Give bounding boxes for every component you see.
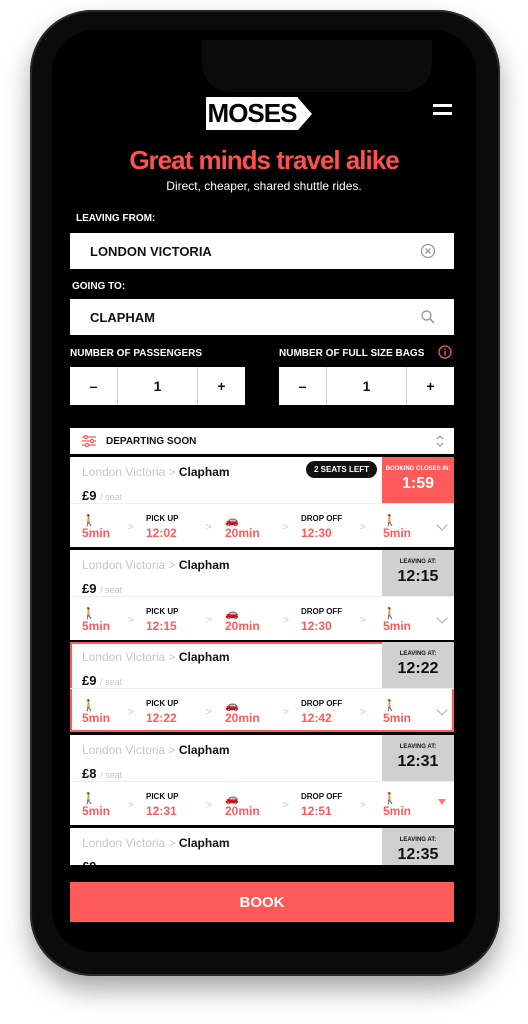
dropoff-label: DROP OFF [301, 514, 343, 523]
drive-leg [225, 607, 260, 633]
walk-leg-start [82, 514, 110, 540]
walk-leg-end [383, 607, 411, 633]
seats-left-badge: 2 SEATS LEFT [306, 461, 377, 478]
ride-route [82, 465, 230, 479]
walk-leg-end [383, 792, 411, 818]
walk-duration: 5min [383, 526, 412, 540]
bags-plus-button[interactable]: + [426, 378, 435, 394]
dropoff-time: 12:51 [301, 804, 332, 818]
walk-duration: 5min [383, 711, 412, 725]
notch [202, 40, 432, 92]
ride-time-box [382, 735, 454, 781]
pickup-leg [146, 514, 178, 540]
bags-count: 1 [327, 367, 407, 405]
chevron-right-icon: > [128, 522, 134, 533]
ride-price-value: £9 [82, 673, 97, 688]
ride-time-label: LEAVING AT: [399, 837, 437, 843]
pickup-time: 12:02 [146, 526, 177, 540]
chevron-right-icon: > [128, 800, 134, 811]
pickup-label: PICK UP [146, 607, 179, 616]
pickup-label: PICK UP [146, 514, 179, 523]
chevron-right-icon: > [360, 522, 366, 533]
ride-card[interactable] [70, 457, 454, 547]
walking-icon: 🚶 [82, 515, 96, 527]
filter-sliders-icon [82, 435, 96, 447]
walk-duration: 5min [383, 804, 412, 818]
walking-icon: 🚶 [383, 515, 397, 527]
chevron-right-icon: > [283, 707, 289, 718]
drive-duration: 20min [225, 619, 260, 633]
walk-duration: 5min [82, 804, 111, 818]
ride-from: London Victoria > [82, 650, 176, 664]
book-button[interactable]: BOOK [70, 882, 454, 922]
car-icon: 🚗 [225, 515, 239, 527]
dropoff-leg [301, 699, 342, 725]
chevron-right-icon: > [283, 615, 289, 626]
walk-leg-end [383, 699, 411, 725]
pickup-time: 12:22 [146, 711, 177, 725]
ride-time-label: LEAVING AT: [399, 651, 437, 657]
moses-logo[interactable] [206, 97, 321, 130]
bags-stepper[interactable] [279, 367, 454, 405]
ride-legs [70, 782, 454, 825]
ride-time-label: LEAVING AT: [399, 744, 437, 750]
chevron-right-icon: > [206, 615, 212, 626]
walk-duration: 5min [82, 526, 111, 540]
ride-route [82, 558, 230, 572]
car-icon: 🚗 [225, 700, 239, 712]
sort-dropdown[interactable] [70, 428, 454, 454]
passengers-stepper[interactable] [70, 367, 245, 405]
walking-icon: 🚶 [383, 608, 397, 620]
logo-text: MOSES [207, 98, 297, 128]
car-icon: 🚗 [225, 608, 239, 620]
chevron-right-icon: > [206, 800, 212, 811]
sort-label: DEPARTING SOON [106, 435, 197, 447]
hamburger-menu-icon[interactable] [433, 104, 452, 118]
pickup-label: PICK UP [146, 792, 179, 801]
drive-duration: 20min [225, 711, 260, 725]
dropoff-label: DROP OFF [301, 792, 343, 801]
leaving-from-field[interactable] [70, 233, 454, 269]
bags-minus-button[interactable]: – [279, 367, 327, 405]
car-icon: 🚗 [225, 793, 239, 805]
dropoff-label: DROP OFF [301, 607, 343, 616]
ride-price-value: £9 [82, 488, 97, 503]
ride-to: Clapham [178, 743, 230, 757]
chevron-right-icon: > [360, 707, 366, 718]
ride-time-value: 12:15 [397, 568, 439, 585]
chevron-right-icon: > [283, 800, 289, 811]
ride-time-value: 12:31 [397, 753, 439, 770]
ride-legs [70, 504, 454, 547]
walk-duration: 5min [82, 711, 111, 725]
ride-price-value: £8 [82, 766, 97, 781]
pickup-leg [146, 699, 178, 725]
ride-from: London Victoria > [82, 465, 176, 479]
updown-chevron-icon [436, 434, 444, 448]
ride-to: Clapham [178, 650, 230, 664]
pickup-leg [146, 792, 178, 818]
chevron-right-icon: > [128, 615, 134, 626]
drive-duration: 20min [225, 526, 260, 540]
dropoff-leg [301, 792, 342, 818]
ride-route [82, 650, 230, 664]
passengers-minus-button[interactable]: – [70, 367, 118, 405]
expand-chevron-icon[interactable] [438, 799, 446, 805]
ride-time-label: BOOKING CLOSES IN: [385, 466, 451, 472]
passengers-label: NUMBER OF PASSENGERS [70, 348, 203, 359]
ride-price-unit: / seat [100, 585, 123, 595]
leaving-from-label: LEAVING FROM: [76, 213, 156, 224]
ride-price [82, 581, 122, 596]
ride-time-box [382, 457, 454, 503]
ride-time-box [382, 642, 454, 688]
logo-arrow-icon [298, 98, 312, 130]
ride-card[interactable] [70, 550, 454, 640]
ride-route [82, 743, 230, 757]
ride-price [82, 488, 122, 503]
subtitle: Direct, cheaper, shared shuttle rides. [166, 179, 362, 193]
chevron-right-icon: > [283, 522, 289, 533]
walk-leg-start [82, 607, 110, 633]
chevron-right-icon: > [360, 615, 366, 626]
walking-icon: 🚶 [82, 608, 96, 620]
ride-card[interactable] [70, 642, 454, 732]
walking-icon: 🚶 [82, 793, 96, 805]
ride-legs [70, 689, 454, 732]
clear-icon[interactable] [420, 243, 436, 259]
going-to-value: CLAPHAM [90, 309, 155, 325]
walking-icon: 🚶 [383, 793, 397, 805]
dropoff-time: 12:42 [301, 711, 332, 725]
chevron-right-icon: > [206, 707, 212, 718]
walk-leg-start [82, 792, 110, 818]
drive-duration: 20min [225, 804, 260, 818]
bags-label: NUMBER OF FULL SIZE BAGS [279, 348, 425, 359]
drive-leg [225, 699, 260, 725]
ride-time-label: LEAVING AT: [399, 559, 437, 565]
ride-to: Clapham [178, 836, 230, 850]
pickup-time: 12:31 [146, 804, 177, 818]
ride-time-value: 12:35 [397, 846, 439, 863]
walk-duration: 5min [82, 619, 111, 633]
walking-icon: 🚶 [82, 700, 96, 712]
ride-price-unit: / seat [100, 677, 123, 687]
dropoff-time: 12:30 [301, 526, 332, 540]
ride-to: Clapham [178, 558, 230, 572]
tagline: Great minds travel alike [129, 145, 399, 175]
walking-icon: 🚶 [383, 700, 397, 712]
ride-route [82, 836, 230, 850]
dropoff-label: DROP OFF [301, 699, 343, 708]
ride-price [82, 766, 122, 781]
list-clip [70, 865, 454, 883]
ride-from: London Victoria > [82, 558, 176, 572]
ride-card[interactable] [70, 735, 454, 825]
drive-leg [225, 792, 260, 818]
ride-from: London Victoria > [82, 836, 176, 850]
dropoff-leg [301, 514, 342, 540]
ride-price [82, 673, 122, 688]
ride-price-unit: / seat [100, 770, 123, 780]
leaving-from-value: LONDON VICTORIA [90, 243, 212, 259]
chevron-right-icon: > [128, 707, 134, 718]
chevron-right-icon: > [206, 522, 212, 533]
ride-from: London Victoria > [82, 743, 176, 757]
ride-time-value: 1:59 [401, 475, 435, 492]
search-icon[interactable] [420, 309, 436, 325]
ride-price-value: £9 [82, 581, 97, 596]
walk-leg-start [82, 699, 110, 725]
going-to-field[interactable] [70, 299, 454, 335]
ride-legs [70, 597, 454, 640]
walk-duration: 5min [383, 619, 412, 633]
passengers-plus-button[interactable]: + [217, 378, 226, 394]
passengers-count: 1 [118, 367, 198, 405]
ride-card[interactable] [70, 828, 454, 868]
pickup-leg [146, 607, 178, 633]
walk-leg-end [383, 514, 411, 540]
ride-price-unit: / seat [100, 492, 123, 502]
drive-leg [225, 514, 260, 540]
going-to-label: GOING TO: [72, 281, 126, 292]
dropoff-time: 12:30 [301, 619, 332, 633]
chevron-right-icon: > [360, 800, 366, 811]
ride-to: Clapham [178, 465, 230, 479]
dropoff-leg [301, 607, 342, 633]
info-icon[interactable] [438, 345, 452, 359]
ride-time-box [382, 550, 454, 596]
pickup-time: 12:15 [146, 619, 177, 633]
pickup-label: PICK UP [146, 699, 179, 708]
ride-time-value: 12:22 [397, 660, 439, 677]
